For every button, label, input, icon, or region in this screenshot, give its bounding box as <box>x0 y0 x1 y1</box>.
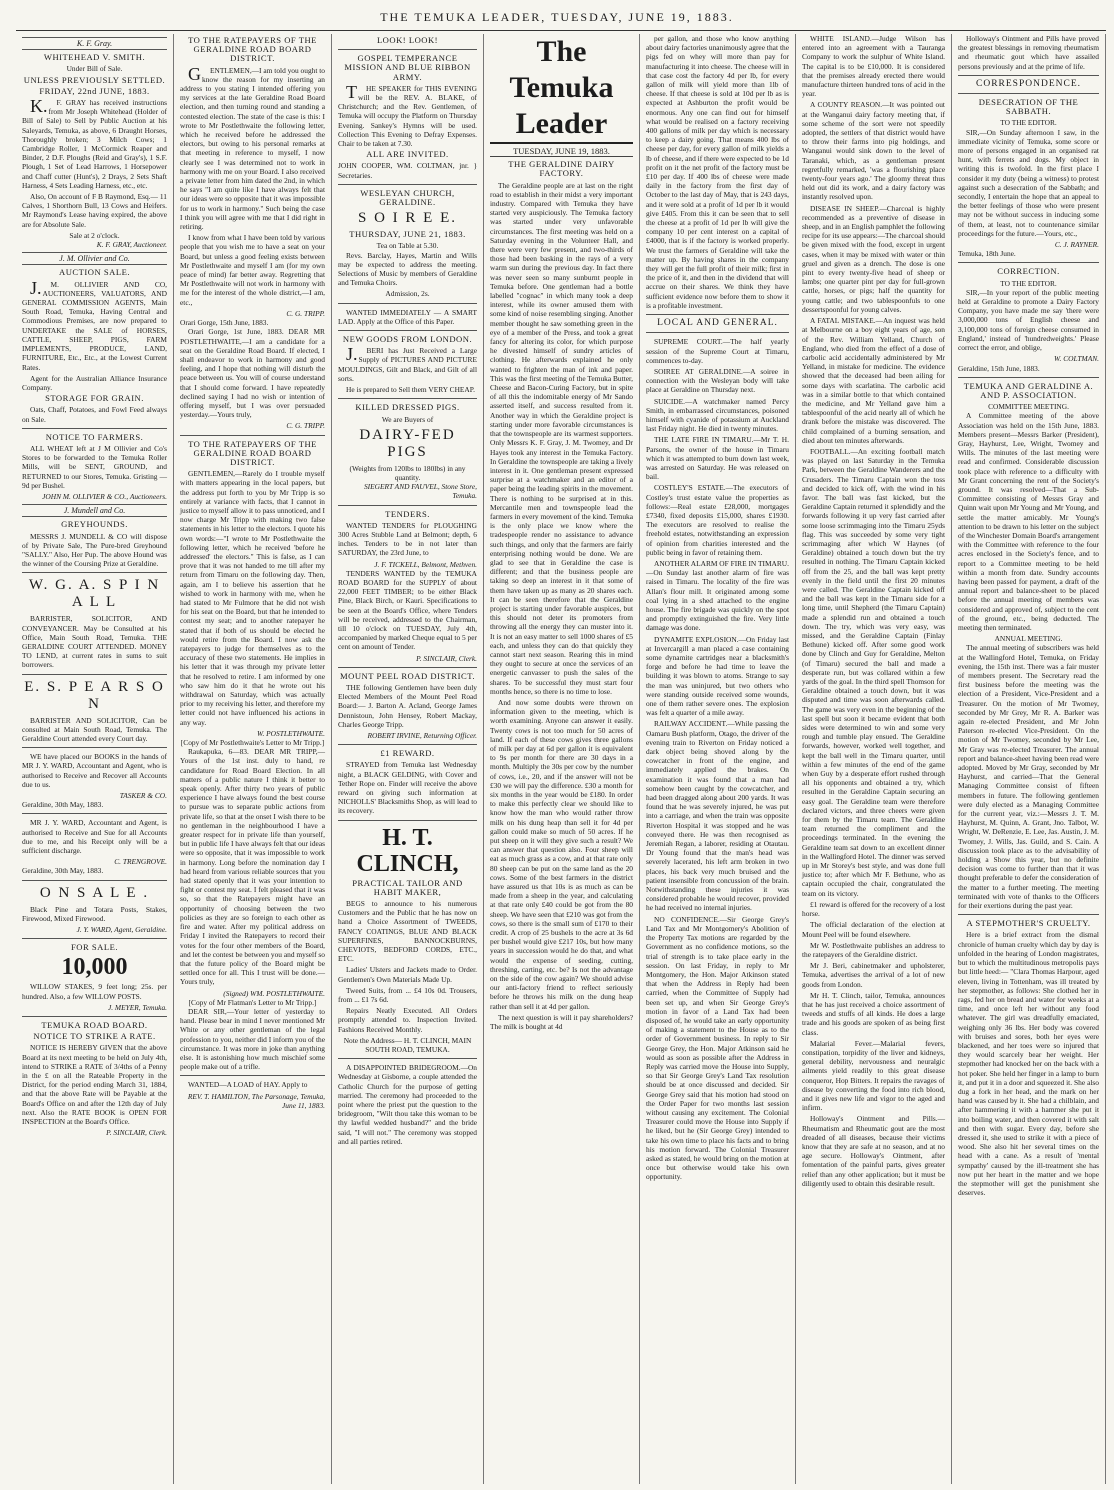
ad-title: TEMUKA ROAD BOARD. <box>41 1020 148 1031</box>
ad-line: Under Bill of Sale. <box>66 64 123 74</box>
article-paragraph: The annual meeting of subscribers was held at the Wallingford Hotel, Temuka, on Friday evening, the 15th inst. There was a fair muster of members present. The Secretary read the first business before the meeting was the election of a President, Vice-President and a Treasurer. On the motion of Mr Twomey, seconded by Mr Grey, Mr R. A. Barker was again re-elected President, and Mr John Paterson re-elected Vice-President. On the motion of Mr Twomey, seconded by Mr Lee, Mr Gray was re-elected Treasurer. The annual report and balance-sheet having been read were adopted. Moved by Mr Gray, seconded by Mr Hayhurst, and carried—That the General Managing Committee consist of fifteen members in future. The following gentlemen were duly elected as a Managing Committee for the current year, viz.:—Messrs J. T. M. Hayhurst, M. Quinn, A. Grant, Jno. Talbot, W. Wright, W. DeRenzie, E. Lee, Jas. Austin, J. M. Twomey, J. Wills, Jas. Guild, and S. Cain. A discussion took place as to the advisability of holding a Show this year, but no definite decision was come to further than that it was thought preferable to defer the consideration of the matter to a further meeting. The meeting terminated with vote of thanks to the Officers for their exertions during the past year. <box>958 643 1099 911</box>
masthead-date: TUESDAY, JUNE 19, 1883. <box>490 147 633 157</box>
ad-signature: J. Y. WARD, Agent, Geraldine. <box>76 925 167 935</box>
article-paragraph: A Committee meeting of the above Association was held on the 15th June, 1883. Members present—Messrs Barker (President), Gray, Hayhurst, Lee, Wright, Twomey and Wills. The minutes of the last meeting were read and confirmed. Considerable discussion took place with reference to a difficulty with Mr Grant concerning the rent of the Society's ground. It was resolved—That a Sub-Committee consisting of Messrs Gray and Quinn wait upon Mr Young and Mr Young, and settle the matter amicably. Mr Young's attention to be drawn to his letter on the subject of the Winchester Domain Board's arrangement with the Committee with reference to the four acres enclosed in the Society's fence, and to report to a Committee meeting to be held within a month from date. Sundry accounts having been passed for payment, a draft of the annual report and balance-sheet to be placed before the annual meeting of members was considered and approved of, subject to the cent of the ground, etc., being deducted. The meeting then terminated. <box>958 411 1099 632</box>
divider <box>338 505 477 506</box>
ad-big-title: H. T. CLINCH, <box>356 824 459 877</box>
divider <box>22 880 167 881</box>
ad-body: K.F. GRAY has received instructions from Mr Joseph Whitehead (Holder of Bill of Sale) to Sell by Public Auction at his Saleyards, Temuka, as above, 6 Draught Horses, Thoroughly broken; 3 Milch Cows; 1 Cambridge Roller, 1 McCormick Reaper and Binder, 2 D.F. Ploughs (Reid and Gray's), 1 S.F. Plough, 1 Set of Lead Harrows, 1 Horsepower and Chaff cutter (Hunt's), 2 Drays, 2 Sets Shaft Harness, 4 Sets Leading Harness, etc., etc. <box>22 96 167 190</box>
ad-title: GOSPEL TEMPERANCE MISSION AND BLUE RIBBON ARMY. <box>344 53 471 82</box>
ad-body: ALL WHEAT left at J M Ollivier and Co's Stores to be forwarded to the Temuka Roller Mills, will be SENT, GROUND, and RETURNED to our Stores, Temuka. Gristing — 9d per Bushel. <box>22 443 167 490</box>
ad-line: Admission, 2s. <box>385 289 430 299</box>
divider <box>180 1075 325 1076</box>
divider <box>958 914 1099 915</box>
divider <box>338 303 477 304</box>
ad-body: THE following Gentlemen have been duly Elected Members of the Mount Peel Road Board:— J. Barton A. Acland, George James Dennistoun, John Hensey, Robert Mackay, Charles George Tripp. <box>338 682 477 729</box>
column-2 <box>174 34 332 1484</box>
ad-body: Also, On account of F B Raymond, Esq.— 11 Calves, 1 Shorthorn Bull, 13 Cows and Heifers. Mr Raymond's Lease having expired, the above are for Absolute Sale. <box>22 192 167 229</box>
column-3 <box>332 34 484 1484</box>
article-title: THE GERALDINE DAIRY FACTORY. <box>508 159 615 179</box>
ad-signature: REV. T. HAMILTON, The Parsonage, Temuka, June 11, 1883. <box>187 1091 325 1110</box>
ad-body: WANTED—A LOAD of HAY. Apply to <box>188 1080 308 1090</box>
news-item: NO CONFIDENCE.—Sir George Grey's Land Tax and Mr Montgomery's Abolition of the Property Tax motions are regarded by the Government as no confidence motions, so the trial of strength is to take place early in the session. On last Friday, in reply to Mr Montgomery, the Hon. Major Atkinson stated that when the Address in Reply had been carried, when the Committee of Supply had been set up, and when Sir George Grey's motion in favor of a Land Tax had been disposed of, he would take an early opportunity of making a statement to the House as to the order of Government business. In reply to Sir George Grey, the Hon. Major Atkinson said he would as soon as possible after the Address in Reply was carried move the House into Supply, so that Sir George Grey's Land Tax resolution should be at once discussed and decided. Sir George Grey said that his motion had stood on the Order Paper for two months last session without causing any excitement. The Colonial Treasurer could move the House into Supply if he liked, but he (Sir George Grey) intended to take his own time to place his facts and to bring his motion forward. The Colonial Treasurer asked as stated, he would bring on the motion at once but otherwise would take his own opportunity. <box>646 914 789 1182</box>
divider <box>338 667 477 668</box>
divider <box>22 572 167 573</box>
ad-body: WANTED TENDERS for PLOUGHING 300 Acres Stubble Land at Belmont; depth, 6 inches. Tenders to be in not later than SATURDAY, the 23rd June, to <box>338 520 477 558</box>
ad-big-title: DAIRY-FED PIGS <box>359 426 456 460</box>
divider <box>338 330 477 331</box>
column-4 <box>484 34 640 1484</box>
news-item: Mr W. Postlethwaite publishes an address to the ratepayers of the Geraldine district. <box>802 940 945 959</box>
news-item: DISEASE IN SHEEP.—Charcoal is highly recommended as a preventive of disease in sheep, and in an English pamphlet the following recipe for its use appears:—The charcoal should be given mixed with the food, except in urgent cases, when it may be mixed with water or thin gruel and given as a drench. The dose is one pint to every twenty-five head of sheep or lambs; one quarter pint per day for full-grown cattle, horses, or pigs; half the quantity for young cattle; and two tablespoonfuls to one dessertspoonful for young calves. <box>802 203 945 314</box>
article-paragraph: The Geraldine people are at last on the right road to establish in their midst a very important industry. Compared with Temuka they have started very auspiciously. The Temuka factory was started under very unfavorable circumstances. The first meeting was held on a Saturday evening in the Volunteer Hall, and there were very few present, and two-thirds of those had been basking in the rays of a very warm sun during the previous day. In fact there was never seen so many sunburnt people in Temuka before. One gentleman had a bottle labelled "cognac" in which many took a deep interest, while its owner amused them with some kind of noise resembling singing. Another member thought he saw something green in the eye of a member of the Press, and took a great fancy for altering its color, for which purpose he divested himself of sundry articles of clothing. He afterwards explained he only wanted to frighten the man of ink and paper. This was the first meeting of the Temuka Butter, Cheese and Bacon-Curing Factory, but in spite of all this the indomitable energy of Mr Sando asserted itself, and success resulted from it. Another way in which the Geraldine project is starting under more favorable circumstances is that the townspeople are its warmest supporters. Only Messrs K. F. Gray, J. M. Twomey, and Dr Hayes took any interest in the Temuka Factory. In Geraldine the townspeople are taking a lively interest in it. One gentleman present expressed surprise at a watchmaker and an editor of a paper being the leading spirits in the movement. There is nothing to be surprised at in this. Mercantile men and townspeople lead the farmers in every movement of the kind. Temuka is the only place we know where the tradespeople render no assistance to advance such things, and only that the farmers are fairly enterprising nothing would be done. We are glad to see that in Geraldine the case is different; and that the business people are taking so deep an interest in it that some of them have taken up as many as 20 shares each. It can be seen therefore that the Geraldine project is starting under favorable auspices, but this should not deter its promoters from throwing all the energy they can muster into it. It is not an easy matter to sell 1000 shares of £5 each, and unless they can do that quickly they cannot start next season. Rearing this in mind they ought to secure at once the services of an energetic canvasser to push the sales of the shares. To be successful they must start four months hence, so there is no time to lose. <box>490 180 633 696</box>
letter-to: TO THE EDITOR. <box>1000 118 1057 128</box>
news-item: RAILWAY ACCIDENT.—While passing the Oamaru Bush platform, Otago, the driver of the evening train to Riverton on Friday noticed a dark object being shoved along by the cowcatcher in front of the engine, and immediately applied the brakes. On examination it was found that a man had somehow been caught by the cowcatcher, and had been dragged along about 200 yards. It was found that he was severely injured, he was put into a carriage, and when the train was opposite Riverton Hospital it was stopped and he was conveyed there. He was then recognised as Jeremiah Regan, a laborer, residing at Otautau. Dr Young found that the man's head was severely lacerated, his left arm broken in two places, his back very much bruised and the patient insensible from concussion of the brain. Notwithstanding these injuries it was considered probable he would recover, provided he had received no internal injuries. <box>646 719 789 913</box>
divider <box>338 820 477 821</box>
letter-body: I know from what I have been told by various people that you wish me to have a seat on your Board, but unless a good feeling exists between Mr Postlethwaite and myself I am (for my own peace of mind) far better away. Regretting that Mr Postlethwaite will not work in harmony with me for the interest of the whole district,—I am, etc., <box>180 233 325 307</box>
ad-signature: ROBERT IRVINE, Returning Officer. <box>367 730 477 740</box>
news-item: FOOTBALL.—An exciting football match was played on last Saturday in the Temuka Park, between the Geraldine Wanderers and the Crusaders. The Timaru Captain won the toss and decided to kick off, with the wind in his favor. The ball was fast kicked, but the Geraldine Captain returned it splendidly and the forwards following it up very fast carried after some loose scrimmaging into the Timaru 25yds flag. This was succeeded by some very tight scrimmaging after which W Haynes (of Geraldine) obtained a touch down but the try resulted in nothing. The Timaru Captain kicked off from the 25, and the ball was kept pretty evenly in the field until the first 20 minutes were called. The Geraldine Captain kicked off and the ball was kept in the Timaru side for a long time, until Shepherd (the Timaru Captain) made a splendid run and obtained a touch down. The try, which was very easy, was missed, and the Geraldine Captain (Finlay Bethune) kicked off. After some good work done by Clinch and Guy for Geraldine, Melton (of Timaru) secured the ball and made a desperate run, but was collared within a few yards of the goal. In the third spell Thomson for Geraldine obtained a touch down, but it was disputed and time was soon afterwards called. The game was very even in the beginning of the last spell but soon it became evident that both sides were determined to win and some very rough and tumble play ensued. The Geraldine forwards, however, worked well together, and kept the ball well in the Timaru quarter, until within a few minutes of the end of the game when Guy by a desperate effort rushed through all his opponents and obtained a try, which resulted in the Geraldine Captain securing an easy goal. The Geraldine team were therefore declared victors, and three cheers were given for them by the Timaru team. The Geraldine team returned the compliment and the proceedings terminated. In the evening the Geraldine team sat down to an excellent dinner in the Wallingford Hotel. The dinner was served up in Mr Storey's best style, and was done full justice to; after which Mr F. Bethune, who as captain occupied the chair, congratulated the team on its victory. <box>802 446 945 898</box>
page-header: THE TEMUKA LEADER, TUESDAY, JUNE 19, 1883. <box>380 10 734 24</box>
ad-body: NOTICE IS HEREBY GIVEN that the above Board at its next meeting to be held on July 4th, intend to STRIKE a RATE of 3/4ths of a Penny in the £ on all the Rateable Property in the District, for the period ending March 31, 1884, and that the above Rate will be Payable at the Board's Office on and after the 12th day of July next. Also the RATE BOOK is OPEN FOR INSPECTION at the Board's Office. <box>22 1043 167 1127</box>
news-item: The official declaration of the election at Mount Peel will be found elsewhere. <box>802 920 945 939</box>
ad-body: BARRISTER, SOLICITOR, AND CONVEYANCER. May be Consulted at his Office, Main South Road, Temuka. THE GERALDINE COURT ATTENDED. MONEY TO LEND, at current rates in sums to suit borrowers. <box>22 614 167 670</box>
ad-body: BEGS to announce to his numerous Customers and the Public that he has now on hand a Choice Assortment of TWEEDS, FANCY COATINGS, BLUE AND BLACK SUPERFINES, BANNOCKBURNS, CHEVIOTS, BEDFORD CORDS, ETC., ETC. <box>338 899 477 964</box>
ad-body: THE SPEAKER for THIS EVENING will be the REV. A. BLAKE, of Christchurch; and the Rev. Gentlemen, of Temuka will occupy the Platform on Thursday Evening. Sankey's Hymns will be used. Collection This Evening to Defray Expenses. Chair to be taken at 7.30. <box>338 81 477 149</box>
news-item: Holloway's Ointment and Pills have proved the greatest blessings in removing rheumatism and rheumatic gout which have assailed persons previously and at the prime of life. <box>958 34 1099 71</box>
ad-body: Agent for the Australian Alliance Insurance Company. <box>22 373 167 392</box>
news-item: SOIREE AT GERALDINE.—A soiree in connection with the Wesleyan body will take place at Geraldine on Thursday next. <box>646 366 789 395</box>
ad-title: AUCTION SALE. <box>59 267 130 278</box>
ad-title: O N S A L E . <box>39 884 150 901</box>
letter-date: Temuka, 18th June. <box>958 249 1016 259</box>
ad-title: KILLED DRESSED PIGS. <box>355 402 460 413</box>
ad-body: MESSRS J. MUNDELL & CO will dispose of by Private Sale, The Pure-bred Greyhound "SALLY." Also, Her Pup. The above Hound was the winner of the Coursing Prize at Geraldine. <box>22 531 167 569</box>
news-item: A COUNTY REASON.—It was pointed out at the Wanganui dairy factory meeting that, if some scheme of the sort were not speedily adopted, the settlers of that district would have to throw their farms into pig holdings, and Wanganui would sink down to the level of Taranaki, which, as a gentleman present regretfully remarked, 'was a flourishing place twenty-four years ago.' The gloomy threat thus held out did its work, and a dairy factory was instantly resolved upon. <box>802 100 945 202</box>
ad-body: STRAYED from Temuka last Wednesday night, a BLACK GELDING, with Cover and Tether Rope on. Finder will receive the above reward on giving such information at NICHOLLS' Blacksmiths Shop, as will lead to its recovery. <box>338 760 477 816</box>
article-paragraph: per gallon, and those who know anything about dairy factories unanimously agree that the pigs fed on whey will more than pay for manufacturing it into cheese. The cheese will in that case cost the factory 4d per lb, for every gallon of milk will yield more than 1lb of cheese. If that cheese is sold at 10d per lb as is expected at Ashburton the profit would be enormous. Any one can find out for himself what would be realised on a factory receiving 400 gallons of milk per day which is necessary to keep a dairy going. That means 400 lbs of cheese per day, for every gallon of milk yields a lb of cheese, and if there were expected to be 1d profit on it the net profit of the factory must be £10 per day. If 400 lbs of cheese were made daily in the factory from the first day of October to the last day of May, that is 243 days, and it were sold at a profit of 1d per lb it would give £405. From this it can be seen that to sell the cheese at a profit of 1d per lb will give the company 10 per cent interest on a capital of £4000, that is if the factory is worked properly. We trust the farmers of Geraldine will take the matter up. By having shares in the company they will get the full profit of their milk; first in the price of it, and then in the dividend that will accrue on their shares. We think they have sufficient evidence now before them to show it is a profitable investment. <box>646 34 789 310</box>
ad-signature: JOHN COOPER, WM. COLTMAN, jnr. } Secretaries. <box>338 161 477 180</box>
ad-heading: K. F. Gray. <box>22 37 167 50</box>
ad-signature: C. TRENGROVE. <box>114 857 167 867</box>
ad-signature: TASKER & CO. <box>119 791 167 800</box>
ad-signature: P. SINCLAIR, Clerk. <box>416 653 477 663</box>
divider <box>646 332 789 333</box>
letter-body: GENTLEMEN,—I am told you ought to know the reason for my inserting an address to you stating I intended offering you my services at the late Geraldine Road Board election, and then turning round and standing a contested election. The state of the case is this: I wrote to Mr Postlethwaite the following letter, which he received before he addressed the electors, but owing to his personal remarks at that meeting in reference to myself, I now clearly see I was determined not to work in harmony with me on your Board. I also received a private letter from him dated the 2nd, in which he says "I am quite like I have always felt that our ideas were so opposite that it was impossible for us to work in harmony." Such being the case I think you will agree with me that I did right in retiring. <box>180 63 325 232</box>
divider <box>22 1016 167 1017</box>
letter-signature: C. G. TRIPP. <box>286 308 325 318</box>
ad-title: WHITEHEAD V. SMITH. <box>43 52 146 63</box>
letter-signature: C. G. TRIPP. <box>286 421 325 431</box>
news-item: COSTLEY'S ESTATE.—The executors of Costley's trust estate value the properties as follows:—Real estate £28,000, mortgages £7340, fixed deposits £15,000, shares £1930. The executors are resolved to realise the freehold estates, notwithstanding an expression of opinion from charities interested and the public being in favor of retaining them. <box>646 483 789 557</box>
ad-signature: Note the Address— H. T. CLINCH, MAIN SOUTH ROAD, TEMUKA. <box>343 1035 472 1055</box>
ad-body: Oats, Chaff, Potatoes, and Fowl Feed always on Sale. <box>22 405 167 424</box>
divider <box>338 744 477 745</box>
ad-title: FOR SALE. <box>71 942 118 953</box>
divider <box>958 377 1099 378</box>
section-heading: CORRESPONDENCE. <box>976 78 1081 89</box>
ad-body: Repairs Neatly Executed. All Orders promptly attended to. Inspection Invited. Fashions Received Monthly. <box>338 1006 477 1034</box>
ad-subtitle: NOTICE TO STRIKE A RATE. <box>33 1031 156 1042</box>
divider <box>22 428 167 429</box>
letter-signature: W. COLTMAN. <box>1054 354 1099 364</box>
ad-line: ALL ARE INVITED. <box>366 149 449 160</box>
ad-line: We are Buyers of <box>381 414 434 424</box>
letter-signature: W. POSTLETHWAITE. <box>257 728 325 738</box>
divider <box>338 398 477 399</box>
article-subtitle: COMMITTEE MEETING. <box>988 402 1069 412</box>
divider <box>646 314 789 315</box>
divider <box>22 813 167 814</box>
divider <box>22 747 167 748</box>
letter-body: DEAR SIR,—Your letter of yesterday to hand. Please bear in mind I never mentioned Mr White or any other gentleman of the legal profession to you, neither did I inform you of the circumstance. It was more in joke than anything else. It is astonishing how much mischief some people make out of a trifle. <box>180 1006 325 1072</box>
news-item: A DISAPPOINTED BRIDEGROOM.—On Wednesday at Gisborne, a couple attended the Catholic Church for the purpose of getting married. The ceremony had proceeded to the point where the priest put the question to the bridegroom, "Wilt thou take this woman to be thy lawful wedded husband?" and the bride said, "I will not." The ceremony was stopped and all parties retired. <box>338 1063 477 1146</box>
news-item: SUICIDE.—A watchmaker named Percy Smith, in embarrassed circumstances, poisoned himself with cyanide of potassium at Auckland last Friday night. He died in twenty minutes. <box>646 396 789 434</box>
ad-date: THURSDAY, JUNE 21, 1883. <box>349 229 466 240</box>
divider <box>180 435 325 436</box>
ad-body: MR J. Y. WARD, Accountant and Agent, is authorised to Receive and Sue for all Accounts due to me, and his Receipt only will be a sufficient discharge. <box>22 818 167 856</box>
ad-name: E. S. P E A R S O N <box>24 678 165 712</box>
letter-signature: C. J. RAYNER. <box>1054 240 1099 250</box>
divider <box>22 674 167 675</box>
divider <box>958 75 1099 76</box>
letter-title: DESECRATION OF THE SABBATH. <box>978 97 1079 117</box>
ad-heading: J. Mundell and Co. <box>22 504 167 517</box>
ad-body: He is prepared to Sell them VERY CHEAP. <box>346 385 475 395</box>
letter-copy-heading: [Copy of Mr Postlethwaite's Letter to Mr Tripp.] <box>180 738 325 748</box>
news-item: THE LATE FIRE IN TIMARU.—Mr T. H. Parsons, the owner of the house in Timaru which it was attempted to burn down last week, was arrested on Saturday. He was released on bail. <box>646 435 789 482</box>
letter-body: Raukapuka, 6—83. DEAR MR TRIPP,—Yours of the 1st inst. duly to hand, re candidature for Road Board Election. In all matters of a public nature I think it better to speak openly. After thirty two years of public experience I have always found the best course to pursue was to separate public actions from private life, so that at the onset I wish there to be no gentleman in the neighbourhood I have a greater respect for in private life than yourself, but in public life I have always felt that our ideas were so opposite, that it was impossible to work in harmony. Long before the nomination day I had heard from various reliable sources that you had stated openly that it was your intention to fight or contest my seat. I felt pleased that it was so, so that the Ratepayers might have an opportunity of choosing between the two policies as they are so foreign to each other as fire and water. After my political address on Friday I invited the Ratepayers to record their votes for the four other members of the Board, and let the contest be between you and myself so that the future policy of the Board might be settled once for all. This I trust will be done.—Yours truly, <box>180 747 325 987</box>
letter-title: CORRECTION. <box>997 266 1060 277</box>
news-item: DYNAMITE EXPLOSION.—On Friday last at Invercargill a man placed a case containing some dynamite cartridges near a blacksmith's forge and before he had time to leave the building it was blown to atoms. Strange to say the man was uninjured, but two others who were standing outside received some wounds, one of them rather severe ones. The explosion was felt a quarter of a mile away. <box>646 634 789 718</box>
ad-body: WILLOW STAKES, 9 feet long; 25s. per hundred. Also, a few WILLOW POSTS. <box>22 982 167 1001</box>
letter-signature: (Signed) WM. POSTLETHWAITE. <box>223 988 325 998</box>
ad-body: Ladies' Ulsters and Jackets made to Order. Gentlemen's Own Materials Made Up. <box>338 965 477 984</box>
section-heading: LOCAL AND GENERAL. <box>657 318 778 329</box>
column-5 <box>640 34 796 1484</box>
ad-signature: J. MEYER, Temuka. <box>107 1002 167 1012</box>
letter-copy-heading: [Copy of Mr Flatman's Letter to Mr Tripp.] <box>188 997 317 1007</box>
ad-body: WANTED IMMEDIATELY — A SMART LAD. Apply at the Office of this Paper. <box>338 307 477 326</box>
ad-title: LOOK! LOOK! <box>376 35 439 45</box>
news-item: WHITE ISLAND.—Judge Wilson has entered into an agreement with a Tauranga Company to work the sulphur of White Island. The capital is to be £10,000. It is considered that the premises already erected there would manufacture thirteen hundred tons of acid in the year. <box>802 34 945 99</box>
masthead: The Temuka Leader <box>490 34 633 144</box>
article-paragraph: And now some doubts were thrown on information given to the meeting, which is worth examining. Anyone can answer it easily. Twenty cows is not too much for 50 acres of land. If each of these cows gives three gallons of milk per day at 6d per gallon it is equivalent to 9s per month for there are 30 days in a month. Multiply the 30s per cow by the number of cows, i.e., 20, and if the answer will not be £30 we will pay the difference. £30 a month for six months in the year would be £180. In order to make this perfectly clear we should like to know how the man who would rather throw milk on his dung heap than sell it for 4d per gallon could make so much of 50 acres. If he put sheep on it will they give such a result? We can answer that question also. Four sheep will eat as much grass as a cow, and at that rate only 80 sheep can be put on the same land as the 20 cows. Some of the best farmers in the district have assured us that 10s is as much as can be made from a sheep in the year, and calculating at that rate only £40 could be got from the 80 sheep. We have seen that £210 was got from the cows, so there is the small sum of £170 to their credit. A crop of 25 bushels to the acre at 3s 6d per bushel would give £217 10s, but how many years in succession would he do that, and what would the expense of seeding, cutting, threshing, carting, etc. be? Is not the advantage on the side of the cow again? We should advise our anti-factory friend to reflect seriously before he throws his milk on the dung heap rather than sell it at 4d per gallon. <box>490 697 633 1011</box>
article-paragraph: The next question is will it pay shareholders? The milk is bought at 4d <box>490 1012 633 1032</box>
letter-body: SIR,—On Sunday afternoon I saw, in the immediate vicinity of Temuka, some score or more of persons engaged in an organised rat hunt, with ferrets and dogs. My object in writing this is twofold. In the first place I consider it my duty (being a witness) to protest against such a desecration of the Sabbath; and secondly, I entertain the hope that an appeal to the better feelings of those who were present may not be without success in inducing some of them, at least, not to countenance similar proceedings for the future.—Yours, etc., <box>958 127 1099 238</box>
ad-signature: J. F. TICKELL, Belmont, Methven. <box>374 559 477 569</box>
ad-body: J.M. OLLIVIER AND CO, AUCTIONEERS, VALUATORS, AND GENERAL COMMISSION AGENTS, Main South Road, Temuka, Having Central and Commodious Premises, are now prepared to UNDERTAKE the SALE of HORSES, CATTLE, SHEEP, PIGS, FARM IMPLEMENTS, PRODUCE, LAND, FURNITURE, Etc., Etc., at the Lowest Current Rates. <box>22 277 167 372</box>
ad-date: FRIDAY, 22nd JUNE, 1883. <box>39 85 150 96</box>
ad-body: TENDERS WANTED by the TEMUKA ROAD BOARD for the SUPPLY of about 22,000 FEET TIMBER; to be either Black Pine, Black Birch, or Kauri. Specifications to be seen at the Board's Office, where Tenders will be received, addressed to the Chairman, till 10 o'clock on TUESDAY, July 4th, accompanied by marked Cheque equal to 5 per cent on amount of Tender. <box>338 568 477 652</box>
news-item: ANOTHER ALARM OF FIRE IN TIMARU.—On Sunday last another alarm of fire was raised in Timaru. The locality of the fire was Allan's flour mill. It originated among some coal lying in a shed attached to the engine house. The fire brigade was quickly on the spot and promptly extinguished the fire. Very little damage was done. <box>646 558 789 633</box>
news-item: Mr J. Beri, cabinetmaker and upholsterer, Temuka, advertises the arrival of a lot of new goods from London. <box>802 961 945 989</box>
ad-subtitle: PRACTICAL TAILOR AND HABIT MAKER, <box>352 877 463 897</box>
divider <box>958 93 1099 94</box>
letter-to: TO THE EDITOR. <box>1000 278 1057 288</box>
column-6 <box>796 34 952 1484</box>
letter-title: TO THE RATEPAYERS OF THE GERALDINE ROAD BOARD DISTRICT. <box>188 35 317 64</box>
ad-title: STORAGE FOR GRAIN. <box>45 393 144 404</box>
ad-title: GREYHOUNDS. <box>61 519 128 530</box>
ad-title: WESLEYAN CHURCH, GERALDINE. <box>360 187 455 208</box>
ad-body: Black Pine and Totara Posts, Stakes, Firewood, Mixed Firewood. <box>22 904 167 923</box>
ad-title: NOTICE TO FARMERS. <box>45 431 144 442</box>
ad-line: (Weights from 120lbs to 180lbs) in any quantity. <box>349 463 466 482</box>
article-title: TEMUKA AND GERALDINE A. AND P. ASSOCIATION. <box>963 380 1094 400</box>
ad-line: Tea on Table at 5.30. <box>376 241 439 251</box>
ad-title: £1 REWARD. <box>380 748 435 759</box>
ad-line: Sale at 2 o'clock. <box>69 230 120 240</box>
header-rule <box>16 30 1106 31</box>
article-subtitle: ANNUAL MEETING. <box>994 634 1063 644</box>
letter-title: TO THE RATEPAYERS OF THE GERALDINE ROAD BOARD DISTRICT. <box>188 438 317 467</box>
ad-heading: J. M. Ollivier and Co. <box>22 252 167 265</box>
news-item: A FATAL MISTAKE.—An inquest was held at Melbourne on a boy eight years of age, son of the Rev. William Yelland, Church of England, who died from the effect of a dose of carbolic acid accidentally administered by Mr Yelland, in mistake for medicine. The evidence showed that the deceased had been ailing for some days with scarlatina. The carbolic acid was in a similar bottle to that which contained the medicine, and Mr Yelland gave him a tablespoonful of the acid nearly all of which he drank before the mistake was discovered. The child complained of a burning sensation, and died about ten minutes afterwards. <box>802 316 945 445</box>
news-item: SUPREME COURT.—The half yearly session of the Supreme Court at Timaru, commences to-day. <box>646 337 789 365</box>
divider <box>958 262 1099 263</box>
ad-signature: JOHN M. OLLIVIER & CO., Auctioneers. <box>42 491 167 501</box>
ad-body: Tweed Suits, from ... £4 10s 0d. Trousers, from ... £1 7s 6d. <box>338 985 477 1005</box>
ad-date: Geraldine, 30th May, 1883. <box>22 866 104 876</box>
article-paragraph: Here is a brief extract from the dismal chronicle of human cruelty which day by day is unfolded in the hearing of London magistrates, but to which the multitudinous metropolis pays but little heed:— "Clara Thomas Harpour, aged eleven, living in Tottenham, was ill treated by her stepmother, as follows: She clothed her in rags, fed her on bread and water for weeks at a time, and once left her without any food whatever. The girl was dreadfully emaciated, weighing only 36 lbs. Her body was covered with bruises and sores, both her eyes were blackened, and her toes were so injured that they would scarcely bear her weight. Her stepmother had knocked her on the back with a hot poker. She held her finger in a lamp to burn it, and put it in a door and squeezed it. She also dug a fork in her head, and the mark on her hand was caused by it. She had a chilblain, and after hammering it with a hammer she put it into boiling water, and then covered it with salt and then with sugar. Every day, before she dressed it, she used to strike it with a piece of wood. She also hit her several times on the head with a cane. As a result of 'mental sympathy' caused by the ill-treatment she has now put her heart in the matter and we hope the stepmother will get the punishment she deserves. <box>958 930 1099 1198</box>
ad-date: Geraldine, 30th May, 1883. <box>22 800 104 810</box>
ad-body: Revs. Barclay, Hayes, Martin and Wills may be expected to address the meeting. Selections of Music by members of Geraldine and Temuka Choirs. <box>338 250 477 288</box>
letter-date: Geraldine, 15th June, 1883. <box>958 363 1040 373</box>
divider <box>338 184 477 185</box>
divider <box>338 49 477 50</box>
ad-signature: P. SINCLAIR, Clerk. <box>106 1128 167 1138</box>
ad-body: WE have placed our BOOKS in the hands of MR J. Y. WARD, Accountant and Agent, who is authorised to Receive and Recover all Accounts due to us. <box>22 752 167 789</box>
column-1 <box>16 34 174 1484</box>
ad-big-number: 10,000 <box>61 954 128 981</box>
column-7 <box>952 34 1106 1484</box>
news-item: Malarial Fever.—Malarial fevers, constipation, torpidity of the liver and kidneys, general debility, nervousness and neuralgic ailments yield readily to this great disease conqueror, Hop Bitters. It repairs the ravages of disease by converting the food into rich blood, and it gives new life and vigor to the aged and infirm. <box>802 1038 945 1113</box>
letter-body: GENTLEMEN,—Rarely do I trouble myself with matters appearing in the local papers, but the address put forth to you by Mr Tripp is so entirely at variance with facts, that I cannot in justice to myself allow it to pass unnoticed, and I now charge Mr Tripp with making two false statements in his letter to the electors. I quote his own words:—"I wrote to Mr Postlethwaite the following letter, which he received 'before he addressed' the electors." This is false, as I can prove that it was not handed to me till after my return from Timaru on the following day. Then, again, am I to believe his assertion that he wished to work in harmony with me, when he had stated to Mr Fulmore that he did not wish for his seat on the Board, but that he intended to contest my seat; and to another ratepayer he stated that if both of us should be elected he would retire from the Board. I now ask the ratepayers to judge for themselves as to the accuracy of these two statements. He implies in his letter that it was through my private letter that he resolved to retire. I am informed by one who saw him do it that he wrote out his withdrawal on Saturday, which was actually prior to my receiving his letter, and therefore my letter could not have influenced his actions in any way. <box>180 469 325 727</box>
letter-body: SIR,—In your report of the public meeting held at Geraldine to promote a Dairy Factory Company, you have made me say 'there were 3,000,000 tons of English cheese and 3,100,000 tons of foreign cheese consumed in England,' instead of 'hundredweights.' Please correct the error, and oblige, <box>958 287 1099 353</box>
ad-body: J.BERI has Just Received a Large Supply of PICTURES AND PICTURE MOULDINGS, Gilt and Black, and Gilt of all sorts. <box>338 344 477 383</box>
divider <box>338 1058 477 1059</box>
news-item: Holloway's Ointment and Pills.—Rheumatism and Rheumatic gout are the most dreaded of all diseases, because their victims know that they are safe at no season, and at no age secure. Holloway's Ointment, after fomentation of the painful parts, gives greater relief than any other application; but it must be diligently used to obtain this desirable result. <box>802 1114 945 1188</box>
ad-line: UNLESS PREVIOUSLY SETTLED. <box>23 74 166 85</box>
ad-body: BARRISTER AND SOLICITOR, Can be consulted at Main South Road, Temuka. The Geraldine Court attended every Court day. <box>22 715 167 743</box>
article-title: A STEPMOTHER'S CRUELTY. <box>966 918 1091 929</box>
ad-signature: SIEGERT AND FAUVEL, Stone Store, Temuka. <box>363 482 477 501</box>
letter-date: Orari Gorge, 15th June, 1883. <box>180 318 269 328</box>
ad-title: NEW GOODS FROM LONDON. <box>342 334 473 345</box>
ad-title: MOUNT PEEL ROAD DISTRICT. <box>339 670 476 681</box>
ad-signature: K. F. GRAY, Auctioneer. <box>96 240 167 250</box>
divider <box>22 938 167 939</box>
news-item: £1 reward is offered for the recovery of a lost horse. <box>802 899 945 919</box>
ad-name: W. G. A. S P I N A L L <box>28 577 161 611</box>
letter-body: Orari Gorge, 1st June, 1883. DEAR MR POSTLETHWAITE,—I am a candidate for a seat on the Geraldine Road Board. If elected, I shall endeavor to work in harmony and good feeling, and I hope that nothing will disturb the peace between us. You will of course understand that I should come forward. I have repeatedly declined saying I had no wish or intention of offering myself, but I was over persuaded yesterday.—Yours truly, <box>180 327 325 420</box>
ad-title: TENDERS. <box>385 508 430 519</box>
news-item: Mr H. T. Clinch, tailor, Temuka, announces that he has just received a choice assortment of tweeds and stuffs of all kinds. He does a large trade and his goods are spoken of as being first class. <box>802 990 945 1037</box>
ad-big-title: S O I R E E. <box>358 210 457 227</box>
